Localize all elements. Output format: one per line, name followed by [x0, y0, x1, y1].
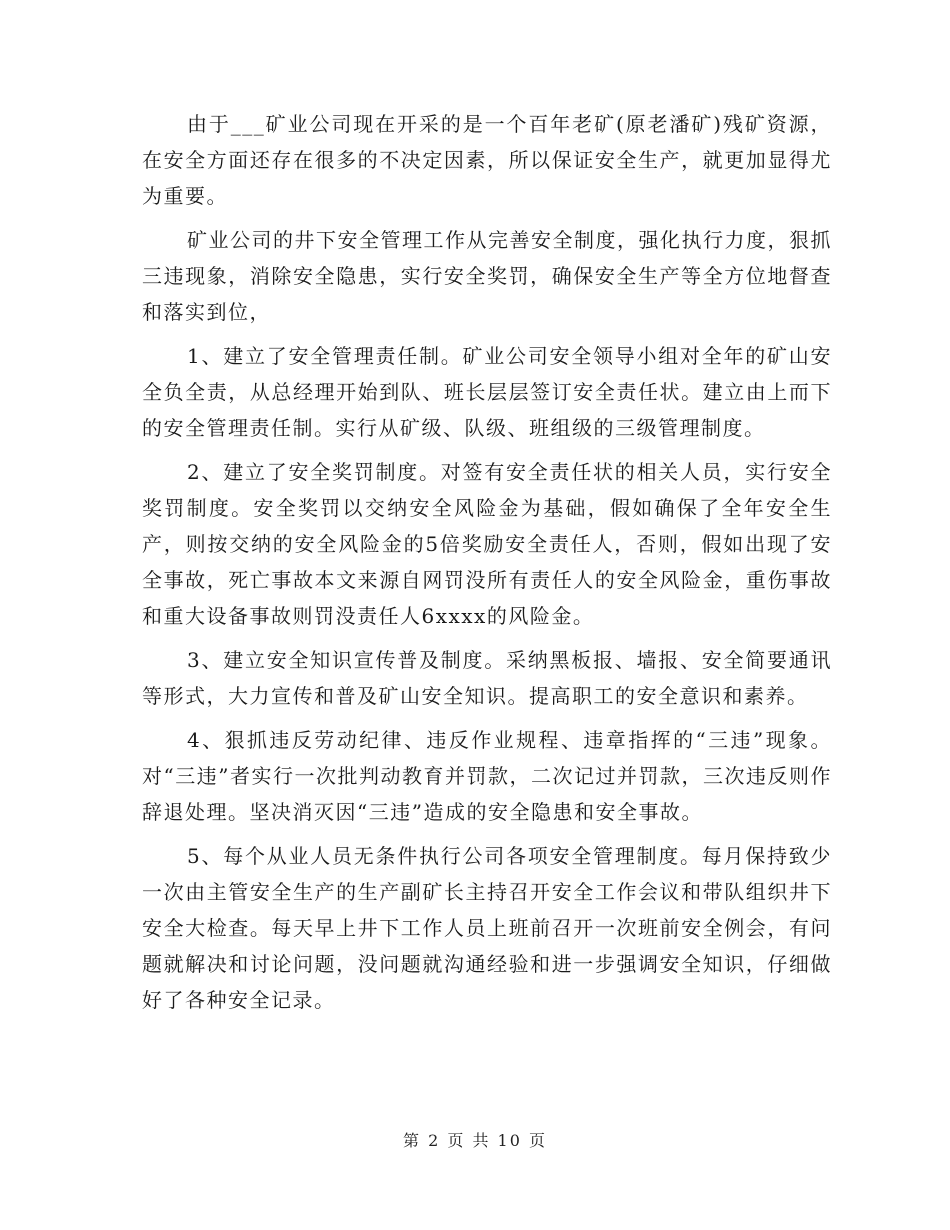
- paragraph-item-2: 2、建立了安全奖罚制度。对签有安全责任状的相关人员，实行安全奖罚制度。安全奖罚以交纳安全风险金为基础，假如确保了全年安全生产，则按交纳的安全风险金的5倍奖励安全责任人，否则，假如出现了安全事故，死亡事故本文来源自网罚没所有责任人的安全风险金，重伤事故和重大设备事故则罚没责任人6xxxx的风险金。: [142, 460, 832, 628]
- paragraph-item-4: 4、狠抓违反劳动纪律、违反作业规程、违章指挥的“三违”现象。对“三违”者实行一次批判动教育并罚款，二次记过并罚款，三次违反则作辞退处理。坚决消灭因“三违”造成的安全隐患和安全事故。: [142, 728, 832, 824]
- paragraph-item-3: 3、建立安全知识宣传普及制度。采纳黑板报、墙报、安全简要通讯等形式，大力宣传和普及矿山安全知识。提高职工的安全意识和素养。: [142, 648, 832, 708]
- paragraph-intro: 由于___矿业公司现在开采的是一个百年老矿(原老潘矿)残矿资源，在安全方面还存在很多的不决定因素，所以保证安全生产，就更加显得尤为重要。: [142, 112, 832, 208]
- document-body: [142, 106, 832, 1026]
- paragraph-item-1: 1、建立了安全管理责任制。矿业公司安全领导小组对全年的矿山安全负全责，从总经理开始到队、班长层层签订安全责任状。建立由上而下的安全管理责任制。实行从矿级、队级、班组级的三级管理制度。: [142, 344, 832, 440]
- paragraph-item-5: 5、每个从业人员无条件执行公司各项安全管理制度。每月保持致少一次由主管安全生产的生产副矿长主持召开安全工作会议和带队组织井下安全大检查。每天早上井下工作人员上班前召开一次班前安全例会，有问题就解决和讨论问题，没问题就沟通经验和进一步强调安全知识，仔细做好了各种安全记录。: [142, 844, 832, 1012]
- paragraph-overview: 矿业公司的井下安全管理工作从完善安全制度，强化执行力度，狠抓三违现象，消除安全隐患，实行安全奖罚，确保安全生产等全方位地督查和落实到位，: [142, 228, 832, 324]
- page-number-footer: 第 2 页 共 10 页: [403, 1131, 547, 1150]
